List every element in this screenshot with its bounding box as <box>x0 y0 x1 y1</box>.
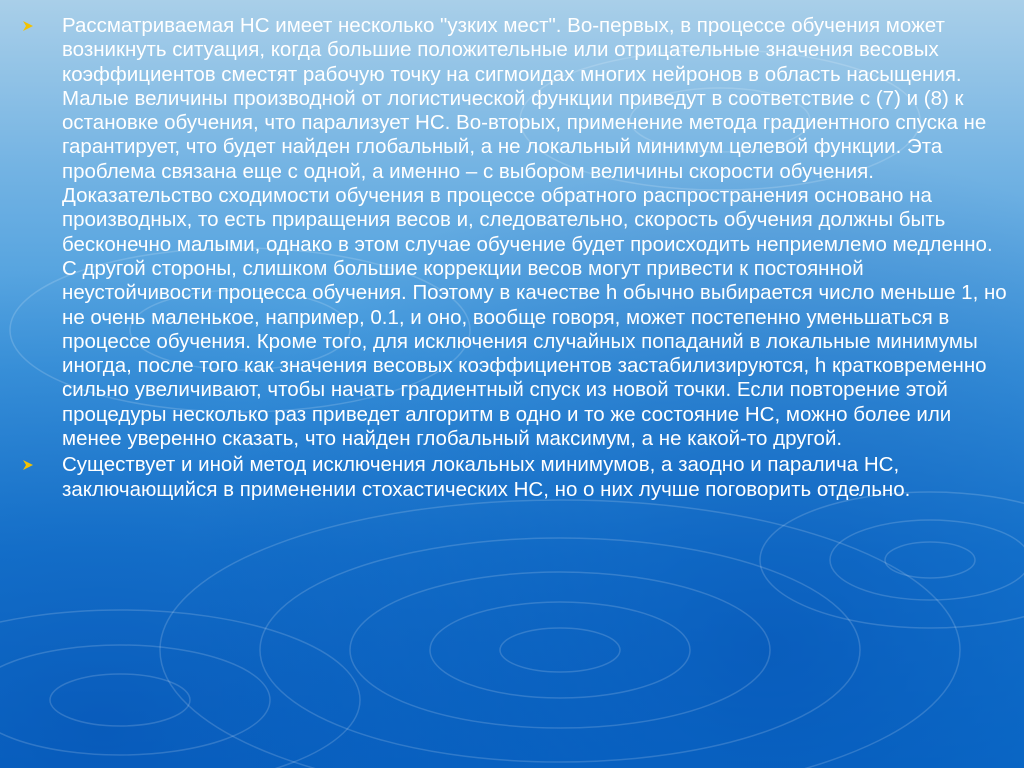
bullet-list <box>22 14 1007 502</box>
bullet-text-1: Рассматриваемая НС имеет несколько "узких мест". Во-первых, в процессе обучения может возникнуть ситуация, когда большие положительные или отрицательные значения весовых коэффициентов сместят рабочую точку на сигмоидах многих нейронов в область насыщения. Малые величины производной от логистической функции приведут в соответствие с (7) и (8) к остановке обучения, что парализует НС. Во-вторых, применение метода градиентного спуска не гарантирует, что будет найден глобальный, а не локальный минимум целевой функции. Эта проблема связана еще с одной, а именно – с выбором величины скорости обучения. Доказательство сходимости обучения в процессе обратного распространения основано на производных, то есть приращения весов и, следовательно, скорость обучения должны быть бесконечно малыми, однако в этом случае обучение будет происходить неприемлемо медленно. С другой стороны, слишком большие коррекции весов могут привести к постоянной неустойчивости процесса обучения. Поэтому в качестве h обычно выбирается число меньше 1, но не очень маленькое, например, 0.1, и оно, вообще говоря, может постепенно уменьшаться в процессе обучения. Кроме того, для исключения случайных попаданий в локальные минимумы иногда, после того как значения весовых коэффициентов застабилизируются, h кратковременно сильно увеличивают, чтобы начать градиентный спуск из новой точки. Если повторение этой процедуры несколько раз приведет алгоритм в одно и то же состояние НС, можно более или менее уверенно сказать, что найден глобальный максимум, а не какой-то другой. <box>62 14 1007 451</box>
bullet-text-2: Существует и иной метод исключения локальных минимумов, а заодно и паралича НС, заключающийся в применении стохастических НС, но о них лучше поговорить отдельно. <box>62 453 911 501</box>
bullet-item-2 <box>22 453 1007 502</box>
arrow-bullet-icon <box>22 14 42 38</box>
bullet-item-1 <box>22 14 1007 451</box>
arrow-bullet-icon <box>22 453 42 477</box>
